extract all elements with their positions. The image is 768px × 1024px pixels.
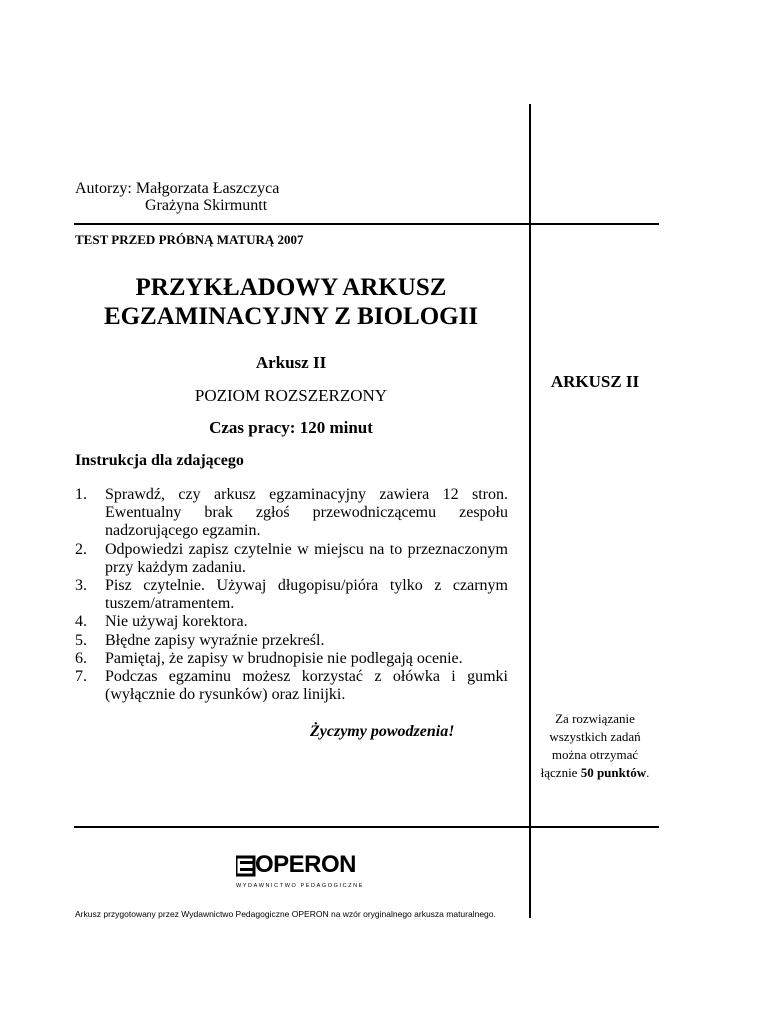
list-item-number: 7. (75, 668, 87, 686)
top-horizontal-divider (74, 223, 659, 225)
list-item-number: 1. (75, 486, 87, 503)
list-item-number: 6. (75, 649, 87, 667)
points-line-4 (531, 764, 659, 782)
vertical-divider (529, 104, 531, 918)
bottom-horizontal-divider (74, 826, 659, 828)
points-value: 50 punktów (580, 765, 647, 780)
list-item (75, 632, 508, 650)
list-item-text: Sprawdź, czy arkusz egzaminacyjny zawiera 12 stron. Ewentualny brak zgłoś przewodniczącemu zespołu nadzorującego egzamin. (105, 486, 508, 540)
list-item (75, 613, 508, 631)
list-item (75, 650, 508, 668)
list-item-text: Odpowiedzi zapisz czytelnie w miejscu na to przeznaczonym przy każdym zadaniu. (105, 540, 508, 576)
list-item-text: Błędne zapisy wyraźnie przekreśl. (105, 631, 325, 649)
points-prefix: łącznie (540, 765, 581, 780)
time-label: Czas pracy: 120 minut (209, 418, 373, 437)
good-luck-wish: Życzymy powodzenia! (310, 723, 455, 740)
list-item (75, 486, 508, 541)
instructions-title: Instrukcja dla zdającego (75, 452, 244, 469)
test-line: TEST PRZED PRÓBNĄ MATURĄ 2007 (75, 232, 304, 247)
authors-line-1: Autorzy: Małgorzata Łaszczyca (75, 180, 280, 197)
list-item (75, 668, 508, 704)
list-item-number: 5. (75, 631, 87, 649)
level-label: POZIOM ROZSZERZONY (194, 386, 388, 405)
points-line-3: można otrzymać (551, 747, 639, 762)
instructions-list (75, 486, 508, 704)
title-line-1: PRZYKŁADOWY ARKUSZ (135, 274, 447, 301)
list-item (75, 541, 508, 577)
list-item-text: Pamiętaj, że zapisy w brudnopisie nie podlegają ocenie. (105, 649, 463, 667)
sheet-label: Arkusz II (255, 353, 327, 372)
authors-line-2: Grażyna Skirmuntt (145, 197, 268, 214)
document-title (74, 273, 508, 331)
points-line-2: wszystkich zadań (549, 729, 641, 744)
logo-subtitle: WYDAWNICTWO PEDAGOGICZNE (236, 883, 365, 889)
points-info (531, 710, 659, 782)
list-item-number: 4. (75, 613, 87, 631)
title-line-2: EGZAMINACYJNY Z BIOLOGII (103, 303, 479, 330)
points-suffix: . (646, 765, 650, 780)
list-item-text: Pisz czytelnie. Używaj długopisu/pióra tylko z czarnym tuszem/atramentem. (105, 577, 508, 613)
logo-name: OPERON (255, 851, 357, 878)
list-item-number: 2. (75, 540, 87, 558)
list-item-text: Podczas egzaminu możesz korzystać z ołówka i gumki (wyłącznie do rysunków) oraz linijki. (105, 668, 508, 704)
list-item-text: Nie używaj korektora. (105, 613, 248, 631)
publisher-logo (234, 852, 368, 894)
authors (75, 180, 279, 214)
list-item (75, 577, 508, 613)
footer-note: Arkusz przygotowany przez Wydawnictwo Pedagogiczne OPERON na wzór oryginalnego arkusza maturalnego. (75, 909, 496, 919)
points-line-1: Za rozwiązanie (555, 711, 635, 726)
list-item-number: 3. (75, 577, 87, 595)
sidebar-sheet-label: ARKUSZ II (550, 372, 640, 391)
